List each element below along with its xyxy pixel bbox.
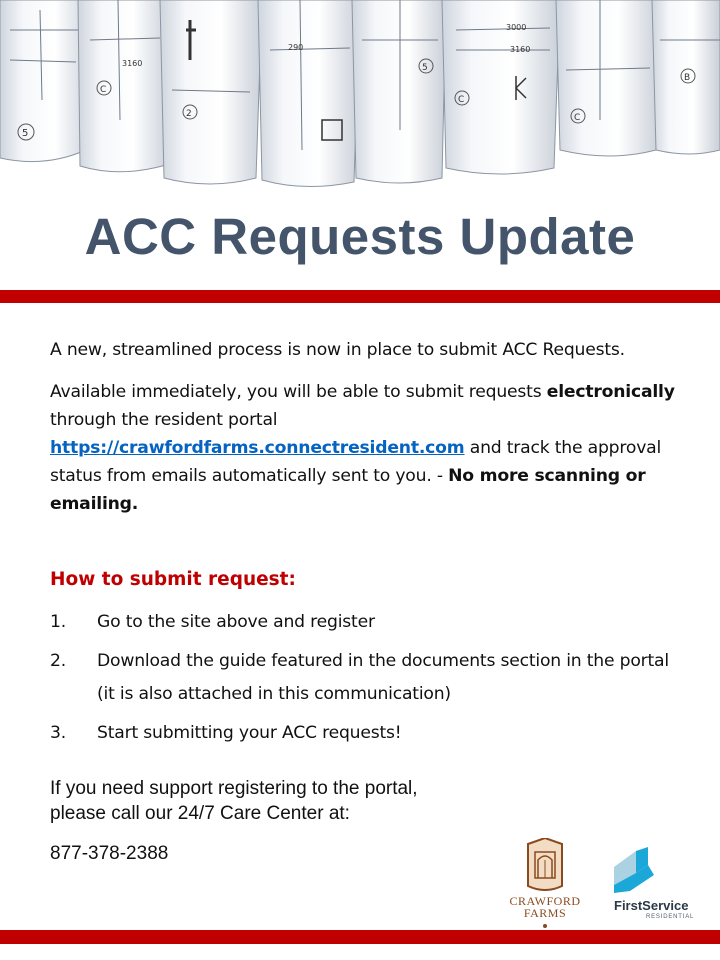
blueprint-roll <box>258 0 360 187</box>
support-text <box>50 776 418 826</box>
list-item <box>50 719 690 750</box>
intro-text: A new, streamlined process is now in place to submit ACC Requests. <box>50 340 625 360</box>
firstservice-logo-icon <box>610 845 700 925</box>
blueprint-roll <box>556 0 660 156</box>
list-item <box>50 608 690 639</box>
svg-text:C: C <box>458 95 465 105</box>
step-text: Download the guide featured in the documents section in the portal (it is also attached in this communication) <box>97 651 669 704</box>
svg-text:B: B <box>684 73 691 83</box>
svg-text:290: 290 <box>288 43 304 52</box>
para-text: through the resident portal <box>50 410 278 430</box>
firstservice-name: FirstService <box>614 898 689 913</box>
blueprint-roll <box>442 0 560 174</box>
steps-list <box>50 608 690 758</box>
svg-text:5: 5 <box>422 63 428 73</box>
how-to-heading: How to submit request: <box>50 569 296 590</box>
step-number: 2. <box>50 651 66 671</box>
list-item <box>50 647 690 711</box>
care-center-phone: 877-378-2388 <box>50 843 169 864</box>
step-text: Go to the site above and register <box>97 612 375 632</box>
svg-text:3160: 3160 <box>510 45 531 54</box>
step-text: Start submitting your ACC requests! <box>97 723 402 743</box>
blueprint-roll <box>652 0 720 154</box>
instructions-paragraph <box>50 378 690 518</box>
para-bold-no-scanning: No more scanning or emailing. <box>50 466 646 514</box>
page-title: ACC Requests Update <box>84 208 636 265</box>
blueprints-banner-image <box>0 0 720 190</box>
divider-bar-top <box>0 290 720 303</box>
support-line: please call our 24/7 Care Center at: <box>50 803 350 824</box>
step-number: 1. <box>50 612 66 632</box>
crawford-name-line1: CRAWFORD <box>509 894 581 908</box>
svg-text:5: 5 <box>22 128 29 139</box>
blueprint-roll <box>160 0 262 184</box>
svg-text:2: 2 <box>186 109 192 119</box>
svg-text:C: C <box>100 85 107 95</box>
firstservice-sub: RESIDENTIAL <box>646 914 695 920</box>
svg-text:C: C <box>574 113 581 123</box>
svg-text:3160: 3160 <box>122 59 143 68</box>
para-text: Available immediately, you will be able to submit requests <box>50 382 547 402</box>
svg-text:3000: 3000 <box>506 23 527 32</box>
portal-link[interactable]: https://crawfordfarms.connectresident.com <box>50 438 465 458</box>
step-number: 3. <box>50 723 66 743</box>
para-bold-electronically: electronically <box>546 382 675 402</box>
support-line: If you need support registering to the portal, <box>50 778 418 799</box>
divider-bar-bottom <box>0 930 720 944</box>
crawford-name-line2: FARMS <box>523 906 567 920</box>
para-text: and track the approval status from emails automatically sent to you. - <box>50 438 662 486</box>
blueprint-roll <box>78 0 170 172</box>
blueprint-roll <box>352 0 446 183</box>
